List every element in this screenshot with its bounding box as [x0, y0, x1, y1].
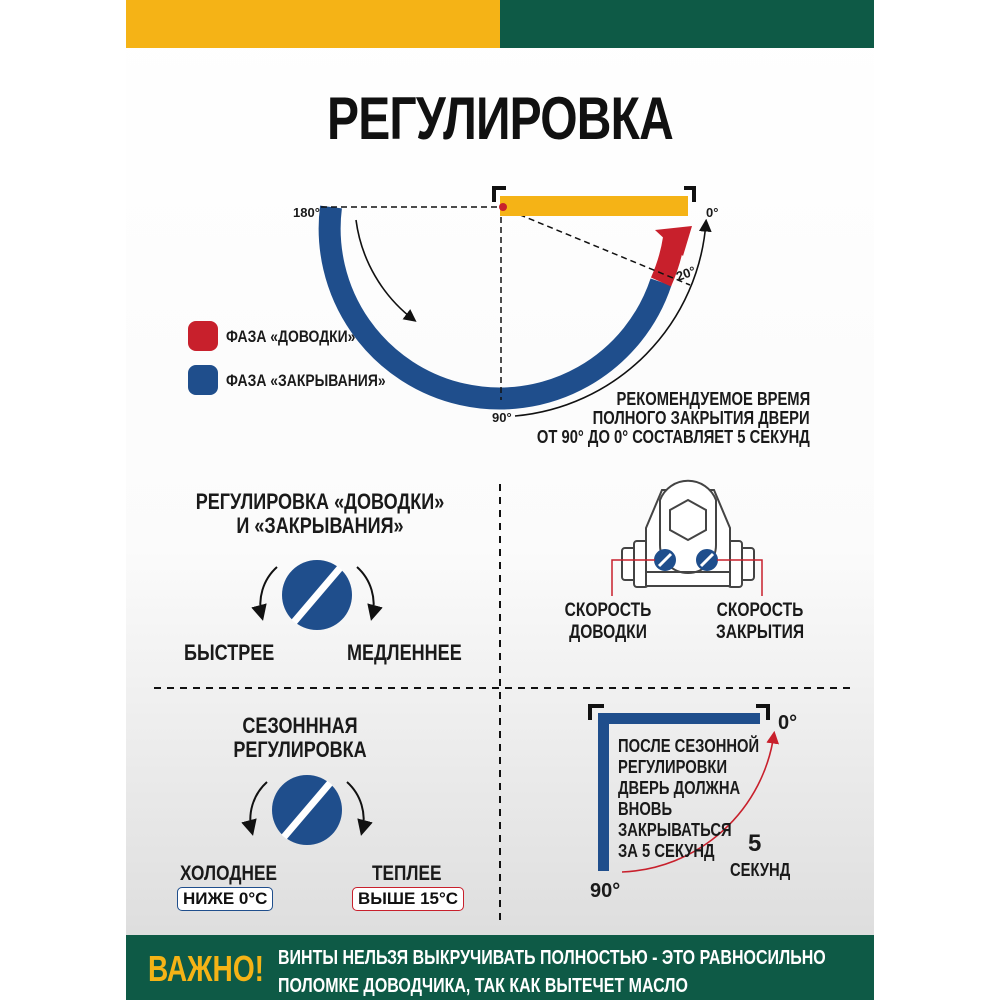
faster-label: БЫСТРЕЕ — [184, 640, 275, 665]
adjust-title-line-1: РЕГУЛИРОВКА «ДОВОДКИ» — [195, 489, 445, 514]
season-note-line-1: ПОСЛЕ СЕЗОННОЙ — [618, 736, 760, 756]
inner-direction-arrow — [356, 220, 414, 320]
page-title: РЕГУЛИРОВКА — [327, 85, 673, 152]
season-note-line-2: РЕГУЛИРОВКИ — [618, 757, 728, 777]
hinge-point — [499, 203, 507, 211]
warning-text — [278, 944, 826, 1000]
close-speed-line-1: СКОРОСТЬ — [716, 600, 804, 621]
seconds-number: 5 — [748, 830, 762, 857]
note-line-3: ОТ 90° ДО 0° СОСТАВЛЯЕТ 5 СЕКУНД — [537, 427, 810, 447]
angle-label-180: 180° — [293, 205, 320, 220]
closing-phase-arc — [330, 207, 661, 399]
season-note-line-5: ЗАКРЫВАТЬСЯ — [618, 820, 732, 840]
legend-label-closing: ФАЗА «ЗАКРЫВАНИЯ» — [226, 371, 386, 390]
latch-speed-line-1: СКОРОСТЬ — [564, 600, 652, 621]
seconds-label: СЕКУНД — [730, 860, 791, 880]
season-title-line-1: СЕЗОНННАЯ — [242, 713, 358, 738]
legend-label-latching: ФАЗА «ДОВОДКИ» — [226, 327, 356, 346]
warning-label: ВАЖНО! — [148, 948, 265, 989]
door-leaf — [500, 196, 688, 216]
angle-label-0: 0° — [706, 205, 719, 220]
colder-label: ХОЛОДНЕЕ — [180, 862, 277, 885]
note-line-2: ПОЛНОГО ЗАКРЫТИЯ ДВЕРИ — [593, 408, 810, 428]
legend-swatch-closing — [188, 365, 218, 395]
door-closer-illustration — [622, 481, 754, 587]
latch-speed-line-2: ДОВОДКИ — [569, 622, 647, 643]
below-zero-badge: НИЖЕ 0°С — [177, 887, 273, 911]
angle-label-20: 20° — [674, 263, 698, 284]
adjust-screw-group — [260, 560, 373, 630]
season-note-line-4: ВНОВЬ — [618, 799, 673, 819]
warmer-label: ТЕПЛЕЕ — [372, 862, 442, 885]
warning-line-2: ПОЛОМКЕ ДОВОДЧИКА, ТАК КАК ВЫТЕЧЕТ МАСЛО — [278, 975, 688, 997]
slower-label: МЕДЛЕННЕЕ — [347, 640, 462, 665]
adjust-title-line-2: И «ЗАКРЫВАНИЯ» — [236, 513, 404, 538]
close-speed-label — [711, 600, 809, 644]
above-fifteen-badge: ВЫШЕ 15°С — [352, 887, 464, 911]
season-note — [618, 736, 762, 862]
season-angle-90: 90° — [590, 880, 621, 902]
angle-label-90: 90° — [492, 410, 512, 425]
warning-line-1: ВИНТЫ НЕЛЬЗЯ ВЫКРУЧИВАТЬ ПОЛНОСТЬЮ - ЭТО РАВНОСИЛЬНО — [278, 947, 826, 969]
season-screw-group — [250, 775, 363, 845]
season-angle-0: 0° — [778, 712, 798, 734]
season-title — [202, 714, 399, 762]
latch-speed-label — [559, 600, 657, 644]
adjust-title — [181, 490, 460, 538]
season-title-line-2: РЕГУЛИРОВКА — [233, 737, 367, 762]
legend-swatch-latching — [188, 321, 218, 351]
season-note-line-3: ДВЕРЬ ДОЛЖНА — [618, 778, 741, 798]
close-speed-line-2: ЗАКРЫТИЯ — [715, 622, 805, 643]
note-line-1: РЕКОМЕНДУЕМОЕ ВРЕМЯ — [616, 389, 810, 409]
season-note-line-6: ЗА 5 СЕКУНД — [618, 841, 715, 861]
